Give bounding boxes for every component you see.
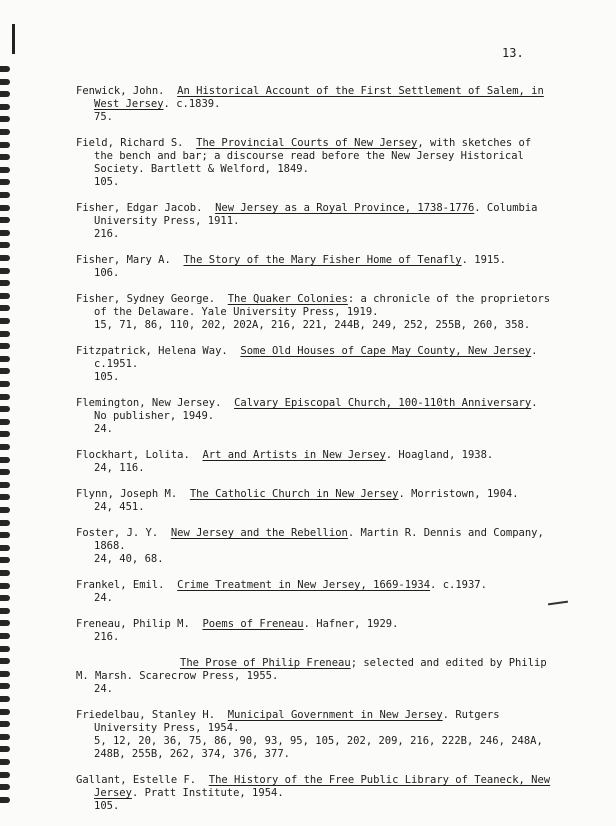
entry-title: The Quaker Colonies	[227, 293, 348, 305]
entry-title: The Catholic Church in New Jersey	[189, 488, 399, 500]
binding-hole	[0, 368, 10, 374]
entry-citation	[76, 397, 556, 423]
binding-hole	[0, 356, 10, 362]
entry-pages: 216.	[94, 228, 120, 240]
entry-publication: . Columbia University Press, 1911.	[94, 202, 538, 227]
binding-hole	[0, 230, 10, 236]
entry-author: Freneau, Philip M.	[76, 618, 190, 630]
entry-pages: 5, 12, 20, 36, 75, 86, 90, 93, 95, 105, 202, 209, 216, 222B, 246, 248A, 248B, 255B, 262, 374, 376, 377.	[94, 735, 543, 760]
binding-hole	[0, 784, 10, 790]
binding-hole	[0, 545, 10, 551]
entry-publication: . c.1937.	[430, 579, 487, 591]
binding-hole	[0, 343, 10, 349]
entry-citation	[76, 293, 556, 319]
entry-author: Field, Richard S.	[76, 137, 184, 149]
entry-citation	[76, 709, 556, 735]
binding-hole	[0, 192, 10, 198]
entry-citation	[76, 527, 556, 553]
binding-hole	[0, 268, 10, 274]
entry-title: Municipal Government in New Jersey	[227, 709, 443, 721]
binding-hole	[0, 280, 10, 286]
entry-citation	[76, 657, 556, 683]
binding-hole	[0, 167, 10, 173]
entry-publication: . Pratt Institute, 1954.	[131, 787, 284, 799]
bibliography-entry	[76, 657, 556, 696]
entry-pages: 24.	[94, 592, 113, 604]
bibliography-entry	[76, 579, 556, 605]
binding-hole	[0, 671, 10, 677]
binding-hole	[0, 293, 10, 299]
binding-hole	[0, 595, 10, 601]
entry-pages: 24.	[94, 423, 113, 435]
bibliography-entry	[76, 709, 556, 761]
bibliography-entry	[76, 293, 556, 332]
entry-pages: 105.	[94, 800, 120, 812]
binding-hole	[0, 696, 10, 702]
entry-pages: 24.	[94, 683, 113, 695]
entry-pages: 15, 71, 86, 110, 202, 202A, 216, 221, 244B, 249, 252, 255B, 260, 358.	[94, 319, 531, 331]
bibliography-entry	[76, 449, 556, 475]
entry-publication: ; selected and edited by Philip M. Marsh. Scarecrow Press, 1955.	[76, 657, 547, 682]
entry-pages: 24, 40, 68.	[94, 553, 164, 565]
entry-publication: . Martin R. Dennis and Company, 1868.	[94, 527, 544, 552]
entry-citation	[76, 579, 556, 592]
entry-citation	[76, 449, 556, 462]
binding-hole	[0, 217, 10, 223]
entry-citation	[76, 254, 556, 267]
entry-publication: . Hoagland, 1938.	[385, 449, 494, 461]
entry-citation	[76, 202, 556, 228]
binding-hole	[0, 305, 10, 311]
binding-hole	[0, 331, 10, 337]
binding-hole	[0, 179, 10, 185]
binding-hole	[0, 66, 10, 72]
binding-hole	[0, 116, 10, 122]
binding-hole	[0, 419, 10, 425]
binding-hole	[0, 431, 10, 437]
entry-citation	[76, 137, 556, 176]
entry-pages: 105.	[94, 371, 120, 383]
entry-title: The Provincial Courts of New Jersey	[196, 137, 418, 149]
binding-hole	[0, 721, 10, 727]
entry-publication: . No publisher, 1949.	[94, 397, 538, 422]
entry-publication: . Rutgers University Press, 1954.	[94, 709, 500, 734]
bibliography-entry	[76, 202, 556, 241]
bibliography-list	[76, 85, 556, 826]
binding-hole	[0, 381, 10, 387]
entry-title: New Jersey and the Rebellion	[170, 527, 348, 539]
entry-title: Crime Treatment in New Jersey, 1669-1934	[177, 579, 431, 591]
binding-hole	[0, 570, 10, 576]
binding-hole	[0, 583, 10, 589]
entry-citation	[76, 488, 556, 501]
binding-hole	[0, 772, 10, 778]
entry-title: Art and Artists in New Jersey	[202, 449, 386, 461]
binding-hole	[0, 482, 10, 488]
binding-hole	[0, 633, 10, 639]
binding-hole	[0, 104, 10, 110]
entry-citation	[76, 85, 556, 111]
entry-author: Fisher, Sydney George.	[76, 293, 216, 305]
entry-publication: . c.1839.	[163, 98, 221, 110]
entry-author: Fisher, Edgar Jacob.	[76, 202, 203, 214]
binding-hole	[0, 242, 10, 248]
bibliography-entry	[76, 254, 556, 280]
entry-author: Foster, J. Y.	[76, 527, 159, 539]
binding-hole	[0, 255, 10, 261]
entry-publication: . Hafner, 1929.	[303, 618, 399, 630]
entry-publication: . 1915.	[461, 254, 506, 266]
binding-hole	[0, 318, 10, 324]
binding-hole	[0, 507, 10, 513]
bibliography-entry	[76, 527, 556, 566]
binding-hole	[0, 734, 10, 740]
entry-publication: . Morristown, 1904.	[398, 488, 519, 500]
binding-hole	[0, 608, 10, 614]
binding-hole	[0, 620, 10, 626]
entry-title: Some Old Houses of Cape May County, New Jersey	[240, 345, 532, 357]
bibliography-entry	[76, 85, 556, 124]
bibliography-entry	[76, 345, 556, 384]
entry-pages: 24, 451.	[94, 501, 145, 513]
binding-hole	[0, 457, 10, 463]
entry-title: Calvary Episcopal Church, 100-110th Anniversary	[234, 397, 532, 409]
binding-hole	[0, 91, 10, 97]
entry-author: Fenwick, John.	[76, 85, 165, 97]
entry-title: An Historical Account of the First Settlement of Salem, in West Jersey	[94, 85, 544, 110]
entry-pages: 105.	[94, 176, 120, 188]
entry-author: Friedelbau, Stanley H.	[76, 709, 216, 721]
binding-hole	[0, 759, 10, 765]
binding-hole	[0, 709, 10, 715]
binding-hole	[0, 520, 10, 526]
entry-title: The History of the Free Public Library of Teaneck, New Jersey	[94, 774, 551, 799]
binding-hole	[0, 494, 10, 500]
entry-citation	[76, 345, 556, 371]
bibliography-entry	[76, 618, 556, 644]
entry-publication: : a chronicle of the proprietors of the Delaware. Yale University Press, 1919.	[94, 293, 551, 318]
binding-hole	[0, 746, 10, 752]
binding-hole	[0, 205, 10, 211]
entry-author: Flemington, New Jersey.	[76, 397, 222, 409]
entry-pages: 216.	[94, 631, 120, 643]
entry-title: The Story of the Mary Fisher Home of Tenafly	[183, 254, 462, 266]
entry-title: New Jersey as a Royal Province, 1738-1776	[215, 202, 475, 214]
binding-hole	[0, 406, 10, 412]
binding-hole	[0, 532, 10, 538]
binding-hole	[0, 683, 10, 689]
binding-hole	[0, 646, 10, 652]
entry-publication: . c.1951.	[94, 345, 538, 370]
bibliography-entry	[76, 137, 556, 189]
entry-author: Fisher, Mary A.	[76, 254, 171, 266]
entry-author: Flynn, Joseph M.	[76, 488, 178, 500]
entry-pages: 24, 116.	[94, 462, 145, 474]
entry-author: Flockhart, Lolita.	[76, 449, 190, 461]
bibliography-entry	[76, 397, 556, 436]
binding-hole	[0, 79, 10, 85]
entry-pages: 106.	[94, 267, 120, 279]
entry-citation	[76, 774, 556, 800]
entry-title: Poems of Freneau	[202, 618, 304, 630]
page-number: 13.	[502, 46, 524, 60]
binding-hole	[0, 444, 10, 450]
binding-hole	[0, 469, 10, 475]
binding-hole	[0, 154, 10, 160]
entry-pages: 75.	[94, 111, 113, 123]
binding-hole	[0, 557, 10, 563]
bibliography-entry	[76, 774, 556, 813]
entry-publication: , with sketches of the bench and bar; a discourse read before the New Jersey Historical Society. Bartlett & Welford, 1849.	[94, 137, 532, 175]
entry-title: The Prose of Philip Freneau	[180, 657, 351, 669]
binding-hole	[0, 129, 10, 135]
spiral-binding	[0, 0, 28, 800]
bibliography-entry	[76, 488, 556, 514]
entry-author: Fitzpatrick, Helena Way.	[76, 345, 228, 357]
binding-hole	[0, 658, 10, 664]
entry-author: Gallant, Estelle F.	[76, 774, 197, 786]
binding-bar	[12, 24, 15, 54]
binding-hole	[0, 394, 10, 400]
entry-author: Frankel, Emil.	[76, 579, 165, 591]
binding-hole	[0, 142, 10, 148]
entry-citation	[76, 618, 556, 631]
